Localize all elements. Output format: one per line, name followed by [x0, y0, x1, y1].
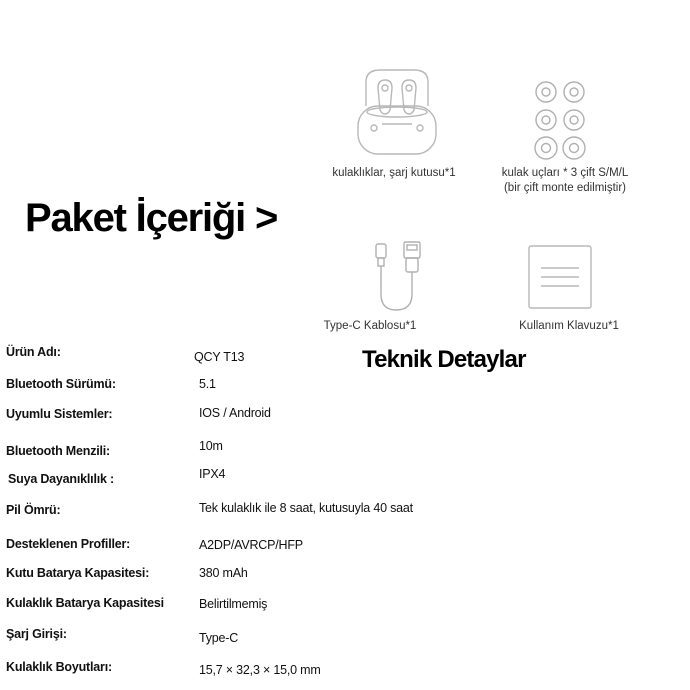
earbuds-case-caption: kulaklıklar, şarj kutusu*1: [332, 167, 456, 179]
spec-value-battery-life: Tek kulaklık ile 8 saat, kutusuyla 40 saat: [199, 501, 413, 515]
spec-value-supported-profiles: A2DP/AVRCP/HFP: [199, 538, 303, 552]
spec-value-earbud-dimensions: 15,7 × 32,3 × 15,0 mm: [199, 663, 321, 677]
spec-label-earbud-dimensions: Kulaklık Boyutları:: [6, 660, 112, 674]
spec-label-earbud-battery-capacity: Kulaklık Batarya Kapasitesi: [6, 596, 164, 610]
spec-value-water-resistance: IPX4: [199, 467, 226, 481]
spec-value-bluetooth-version: 5.1: [199, 377, 216, 391]
usb-cable-icon: [368, 238, 428, 314]
spec-label-charging-port: Şarj Girişi:: [6, 627, 67, 641]
spec-label-case-battery-capacity: Kutu Batarya Kapasitesi:: [6, 566, 150, 580]
package-contents-heading: Paket İçeriği >: [25, 196, 278, 240]
spec-value-bluetooth-range: 10m: [199, 439, 223, 453]
tech-details-title: Teknik Detaylar: [362, 346, 526, 373]
earbuds-case-icon: [352, 66, 442, 158]
manual-icon: [527, 244, 593, 310]
spec-value-compatible-systems: IOS / Android: [199, 406, 271, 420]
spec-label-bluetooth-range: Bluetooth Menzili:: [6, 444, 111, 458]
spec-label-bluetooth-version: Bluetooth Sürümü:: [6, 377, 116, 391]
spec-value-case-battery-capacity: 380 mAh: [199, 566, 248, 580]
usb-cable-caption: Type-C Kablosu*1: [323, 320, 417, 332]
spec-label-battery-life: Pil Ömrü:: [6, 503, 61, 517]
spec-label-product-name: Ürün Adı:: [6, 345, 61, 359]
spec-value-charging-port: Type-C: [199, 631, 239, 645]
spec-label-compatible-systems: Uyumlu Sistemler:: [6, 407, 113, 421]
spec-value-earbud-battery-capacity: Belirtilmemiş: [199, 597, 268, 611]
spec-label-supported-profiles: Desteklenen Profiller:: [6, 537, 131, 551]
spec-label-water-resistance: Suya Dayanıklılık :: [8, 472, 114, 486]
spec-value-product-name: QCY T13: [194, 350, 245, 364]
ear-tips-caption-line1: kulak uçları * 3 çift S/M/L: [501, 167, 629, 179]
ear-tips-icon: [532, 80, 588, 162]
manual-caption: Kullanım Klavuzu*1: [519, 320, 619, 332]
ear-tips-caption-line2: (bir çift monte edilmiştir): [503, 182, 627, 194]
